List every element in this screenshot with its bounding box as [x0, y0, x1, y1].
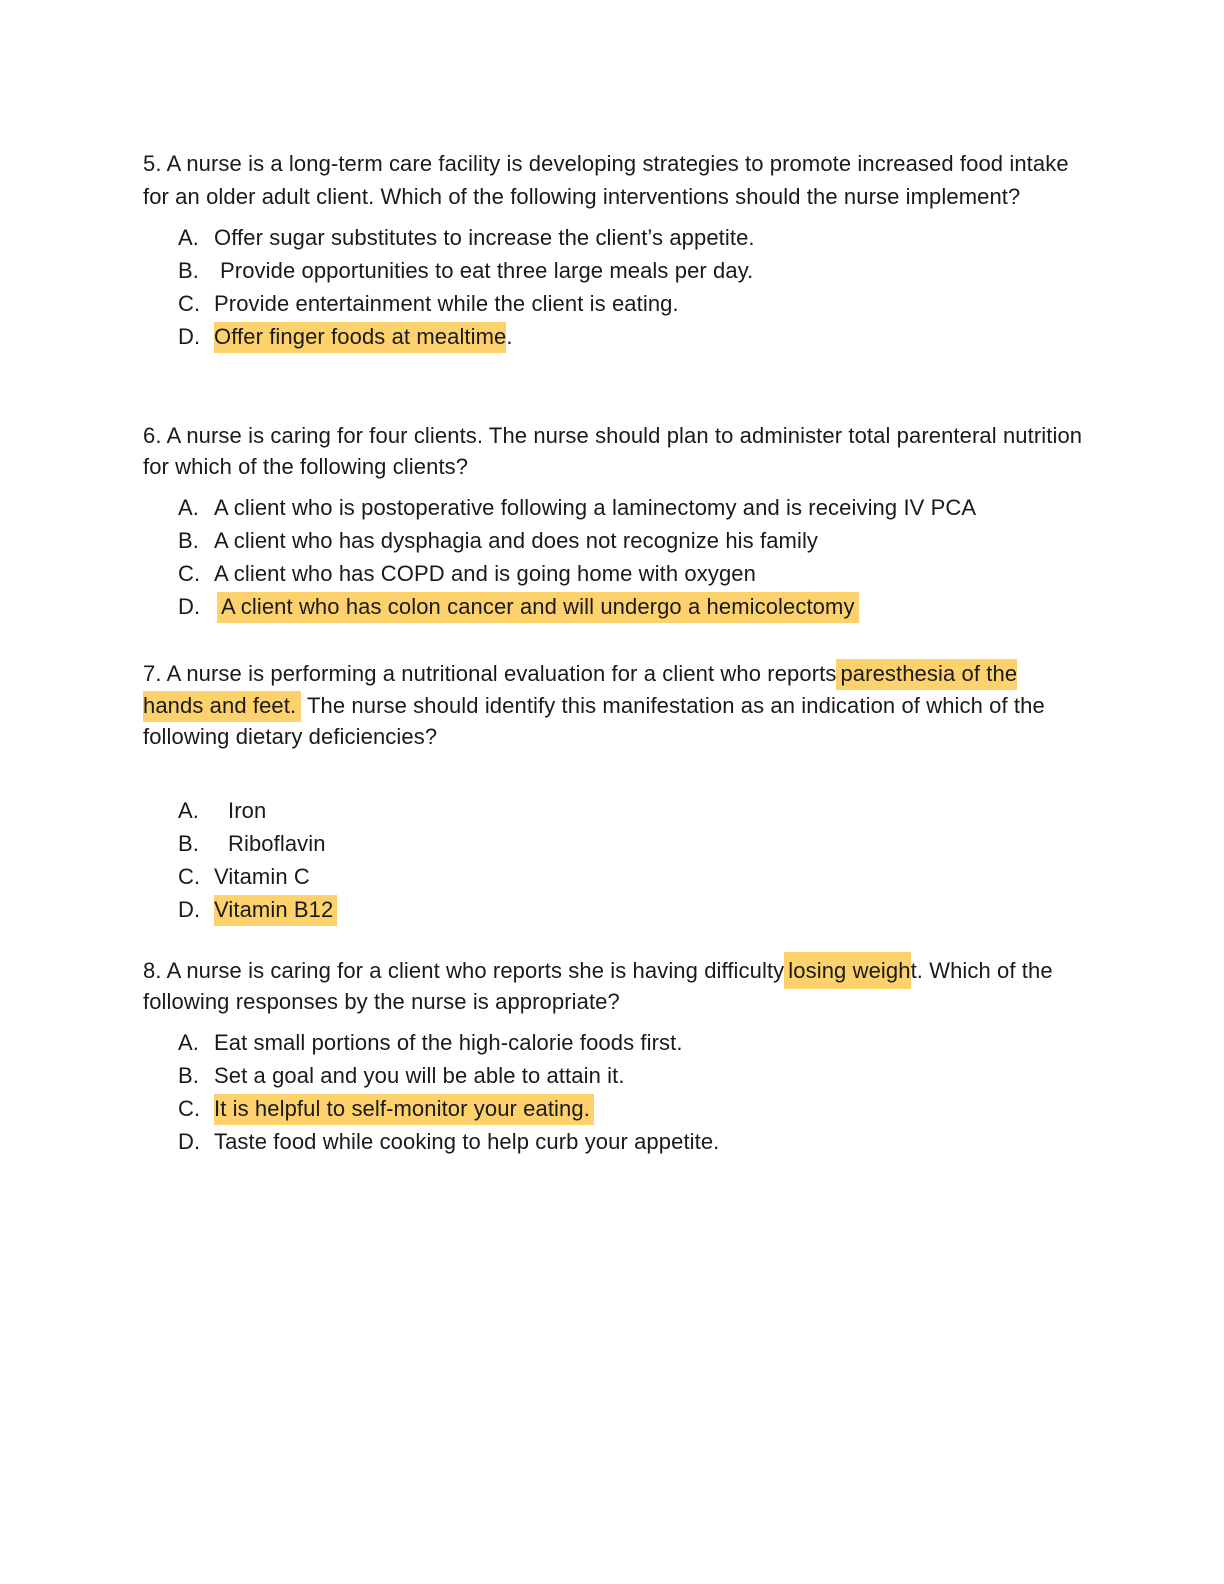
- question-text-continued: t. Which of the following responses by the nurse is appropriate?: [143, 958, 1053, 1014]
- option-a[interactable]: [143, 1026, 1103, 1059]
- answer-options: [143, 794, 1083, 926]
- option-text: Iron: [228, 797, 267, 823]
- question-number: 8.: [143, 958, 162, 983]
- option-text: Riboflavin: [228, 830, 326, 856]
- option-text: Vitamin C: [214, 863, 310, 889]
- option-text-suffix: .: [506, 324, 513, 349]
- question-number: 6.: [143, 423, 162, 448]
- highlighted-answer: Offer finger foods at mealtime: [214, 322, 506, 353]
- option-letter: D.: [178, 594, 201, 619]
- option-text: Set a goal and you will be able to attain it.: [214, 1063, 625, 1088]
- option-d[interactable]: [143, 1125, 1103, 1158]
- question-7: [143, 658, 1083, 926]
- option-letter: C.: [178, 863, 201, 889]
- question-6: [143, 420, 1083, 623]
- highlighted-phrase: paresthesia of the hands and feet.: [143, 659, 1017, 722]
- option-letter: B.: [178, 1063, 199, 1088]
- option-letter: D.: [178, 324, 201, 349]
- question-text: A nurse is performing a nutritional evaluation for a client who reports: [166, 661, 837, 686]
- option-letter: B.: [178, 830, 199, 856]
- option-text: Eat small portions of the high-calorie foods first.: [214, 1030, 683, 1055]
- option-text: A client who has dysphagia and does not recognize his family: [214, 528, 819, 553]
- option-letter: D.: [178, 896, 201, 922]
- question-5: [143, 148, 1083, 353]
- option-c[interactable]: [143, 860, 1083, 893]
- answer-options: [143, 491, 1083, 623]
- highlighted-answer: It is helpful to self-monitor your eating.: [214, 1094, 594, 1125]
- option-text: Provide opportunities to eat three large meals per day.: [220, 258, 754, 283]
- option-letter: A.: [178, 797, 199, 823]
- question-number: 5.: [143, 151, 162, 176]
- option-b[interactable]: [143, 254, 1083, 287]
- option-d[interactable]: [143, 320, 1083, 353]
- question-8-stem: [143, 955, 1103, 1017]
- option-letter: D.: [178, 1129, 201, 1154]
- option-letter: B.: [178, 258, 199, 283]
- option-b[interactable]: [143, 1059, 1103, 1092]
- question-5-stem: [143, 148, 1083, 213]
- option-letter: C.: [178, 561, 201, 586]
- option-a[interactable]: [143, 491, 1083, 524]
- question-number: 7.: [143, 661, 162, 686]
- option-b[interactable]: [143, 524, 1083, 557]
- option-letter: A.: [178, 225, 199, 250]
- option-c[interactable]: [143, 557, 1083, 590]
- option-d[interactable]: [143, 590, 1083, 623]
- option-letter: A.: [178, 1030, 199, 1055]
- question-6-stem: [143, 420, 1083, 482]
- question-7-stem: [143, 658, 1083, 753]
- option-a[interactable]: [143, 221, 1083, 254]
- answer-options: [143, 1026, 1103, 1158]
- option-b[interactable]: [143, 827, 1083, 860]
- question-text: A nurse is a long-term care facility is developing strategies to promote increased food intake for an older adult client. Which of the following interventions should the nurse implement?: [143, 151, 1069, 209]
- option-letter: C.: [178, 1096, 201, 1121]
- question-8: [143, 955, 1103, 1158]
- option-text: Offer sugar substitutes to increase the client’s appetite.: [214, 225, 755, 250]
- answer-options: [143, 221, 1083, 353]
- option-text: A client who has COPD and is going home with oxygen: [214, 561, 756, 586]
- question-text: A nurse is caring for four clients. The nurse should plan to administer total parenteral nutrition for which of the following clients?: [143, 423, 1083, 479]
- option-text: Provide entertainment while the client is eating.: [214, 291, 679, 316]
- option-letter: B.: [178, 528, 199, 553]
- option-letter: A.: [178, 495, 199, 520]
- option-text: A client who is postoperative following a laminectomy and is receiving IV PCA: [214, 495, 977, 520]
- option-text: Taste food while cooking to help curb your appetite.: [214, 1129, 720, 1154]
- option-letter: C.: [178, 291, 201, 316]
- question-text: A nurse is caring for a client who reports she is having difficulty: [166, 958, 785, 983]
- highlighted-phrase: losing weigh: [784, 952, 910, 989]
- highlighted-answer: A client who has colon cancer and will undergo a hemicolectomy: [217, 592, 859, 623]
- highlighted-answer: Vitamin B12: [214, 895, 337, 926]
- option-a[interactable]: [143, 794, 1083, 827]
- option-c[interactable]: [143, 287, 1083, 320]
- option-d[interactable]: [143, 893, 1083, 926]
- option-c[interactable]: [143, 1092, 1103, 1125]
- question-text-continued: The nurse should identify this manifestation as an indication of which of the following dietary deficiencies?: [143, 692, 1045, 749]
